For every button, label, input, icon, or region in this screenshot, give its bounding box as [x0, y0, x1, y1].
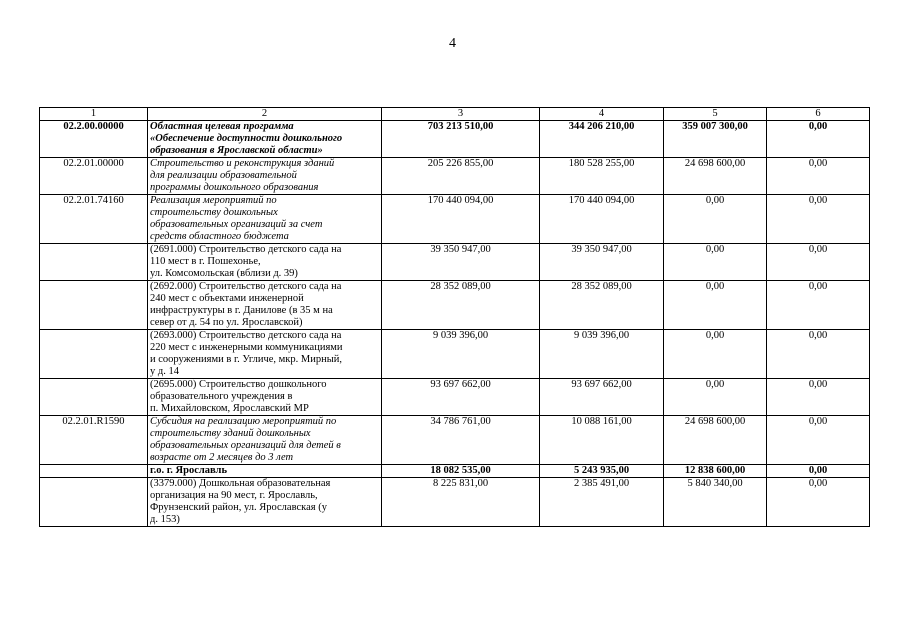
- description-line: г.о. г. Ярославль: [150, 465, 227, 476]
- row-value-c4: 5 243 935,00: [540, 465, 664, 478]
- row-value-c5: 12 838 600,00: [664, 465, 767, 478]
- description-line: Субсидия на реализацию мероприятий по: [150, 416, 337, 427]
- description-line: программы дошкольного образования: [150, 182, 319, 193]
- row-code: 02.2.01.74160: [40, 195, 148, 244]
- row-description: [148, 330, 382, 379]
- description-line: образовательного учреждения в: [150, 391, 293, 402]
- row-description: [148, 379, 382, 416]
- table-row: [40, 330, 870, 379]
- header-cell-5: 5: [664, 108, 767, 121]
- row-description: [148, 158, 382, 195]
- table-row: [40, 416, 870, 465]
- row-value-c4: 170 440 094,00: [540, 195, 664, 244]
- description-line: север от д. 54 по ул. Ярославской): [150, 317, 303, 328]
- row-value-c3: 8 225 831,00: [382, 478, 540, 527]
- row-value-c3: 205 226 855,00: [382, 158, 540, 195]
- row-value-c4: 28 352 089,00: [540, 281, 664, 330]
- row-value-c5: 359 007 300,00: [664, 121, 767, 158]
- description-line: (2692.000) Строительство детского сада на: [150, 281, 342, 292]
- row-value-c6: 0,00: [767, 244, 870, 281]
- row-description: [148, 281, 382, 330]
- description-line: ул. Комсомольская (вблизи д. 39): [150, 268, 298, 279]
- row-value-c4: 180 528 255,00: [540, 158, 664, 195]
- row-value-c6: 0,00: [767, 195, 870, 244]
- description-line: (2691.000) Строительство детского сада на: [150, 244, 342, 255]
- row-code: [40, 244, 148, 281]
- description-line: п. Михайловском, Ярославский МР: [150, 403, 309, 414]
- description-line: организация на 90 мест, г. Ярославль,: [150, 490, 318, 501]
- description-line: Областная целевая программа: [150, 121, 294, 132]
- table-row: [40, 379, 870, 416]
- row-value-c5: 0,00: [664, 195, 767, 244]
- table-row: [40, 281, 870, 330]
- row-description: [148, 121, 382, 158]
- page-number: 4: [449, 36, 456, 51]
- table-header-row: [40, 108, 870, 121]
- row-code: [40, 330, 148, 379]
- description-line: (3379.000) Дошкольная образовательная: [150, 478, 331, 489]
- row-description: [148, 244, 382, 281]
- row-code: [40, 281, 148, 330]
- row-value-c4: 93 697 662,00: [540, 379, 664, 416]
- description-line: 220 мест с инженерными коммуникациями: [150, 342, 343, 353]
- row-value-c5: 0,00: [664, 330, 767, 379]
- table-row: [40, 121, 870, 158]
- description-line: Фрунзенский район, ул. Ярославская (у: [150, 502, 327, 513]
- description-line: образовательных организаций для детей в: [150, 440, 341, 451]
- row-value-c6: 0,00: [767, 416, 870, 465]
- row-value-c3: 18 082 535,00: [382, 465, 540, 478]
- description-line: д. 153): [150, 514, 180, 525]
- row-value-c6: 0,00: [767, 330, 870, 379]
- description-line: строительству дошкольных: [150, 207, 278, 218]
- description-line: и сооружениями в г. Угличе, мкр. Мирный,: [150, 354, 343, 365]
- row-value-c5: 5 840 340,00: [664, 478, 767, 527]
- row-value-c3: 39 350 947,00: [382, 244, 540, 281]
- row-value-c6: 0,00: [767, 465, 870, 478]
- description-line: (2693.000) Строительство детского сада на: [150, 330, 342, 341]
- row-value-c6: 0,00: [767, 121, 870, 158]
- row-value-c4: 9 039 396,00: [540, 330, 664, 379]
- row-value-c3: 28 352 089,00: [382, 281, 540, 330]
- budget-table: [39, 107, 870, 527]
- description-line: образовательных организаций за счет: [150, 219, 323, 230]
- row-value-c4: 39 350 947,00: [540, 244, 664, 281]
- row-description: [148, 195, 382, 244]
- row-value-c5: 0,00: [664, 281, 767, 330]
- row-value-c5: 24 698 600,00: [664, 158, 767, 195]
- header-cell-2: 2: [148, 108, 382, 121]
- row-description: [148, 478, 382, 527]
- row-value-c6: 0,00: [767, 281, 870, 330]
- row-value-c5: 0,00: [664, 379, 767, 416]
- description-line: Реализация мероприятий по: [150, 195, 277, 206]
- table-row: [40, 465, 870, 478]
- header-cell-1: 1: [40, 108, 148, 121]
- row-code: [40, 465, 148, 478]
- row-value-c6: 0,00: [767, 158, 870, 195]
- row-value-c3: 703 213 510,00: [382, 121, 540, 158]
- row-value-c5: 24 698 600,00: [664, 416, 767, 465]
- row-code: [40, 379, 148, 416]
- row-value-c3: 93 697 662,00: [382, 379, 540, 416]
- description-line: образования в Ярославской области»: [150, 145, 323, 156]
- description-line: строительству зданий дошкольных: [150, 428, 311, 439]
- description-line: «Обеспечение доступности дошкольного: [150, 133, 343, 144]
- table-row: [40, 244, 870, 281]
- table-row: [40, 195, 870, 244]
- description-line: Строительство и реконструкция зданий: [150, 158, 335, 169]
- row-value-c4: 10 088 161,00: [540, 416, 664, 465]
- table-row: [40, 158, 870, 195]
- row-description: [148, 416, 382, 465]
- description-line: средств областного бюджета: [150, 231, 289, 242]
- row-value-c6: 0,00: [767, 478, 870, 527]
- row-value-c4: 2 385 491,00: [540, 478, 664, 527]
- description-line: инфраструктуры в г. Данилове (в 35 м на: [150, 305, 333, 316]
- description-line: 240 мест с объектами инженерной: [150, 293, 304, 304]
- row-value-c3: 9 039 396,00: [382, 330, 540, 379]
- row-value-c3: 34 786 761,00: [382, 416, 540, 465]
- header-cell-3: 3: [382, 108, 540, 121]
- row-code: 02.2.00.00000: [40, 121, 148, 158]
- row-value-c4: 344 206 210,00: [540, 121, 664, 158]
- table-body: [40, 108, 870, 527]
- row-value-c5: 0,00: [664, 244, 767, 281]
- description-line: для реализации образовательной: [150, 170, 297, 181]
- description-line: возрасте от 2 месяцев до 3 лет: [150, 452, 294, 463]
- description-line: у д. 14: [150, 366, 179, 377]
- row-value-c3: 170 440 094,00: [382, 195, 540, 244]
- table-row: [40, 478, 870, 527]
- row-description: [148, 465, 382, 478]
- row-value-c6: 0,00: [767, 379, 870, 416]
- header-cell-6: 6: [767, 108, 870, 121]
- row-code: 02.2.01.R1590: [40, 416, 148, 465]
- header-cell-4: 4: [540, 108, 664, 121]
- description-line: 110 мест в г. Пошехонье,: [150, 256, 261, 267]
- row-code: 02.2.01.00000: [40, 158, 148, 195]
- row-code: [40, 478, 148, 527]
- description-line: (2695.000) Строительство дошкольного: [150, 379, 327, 390]
